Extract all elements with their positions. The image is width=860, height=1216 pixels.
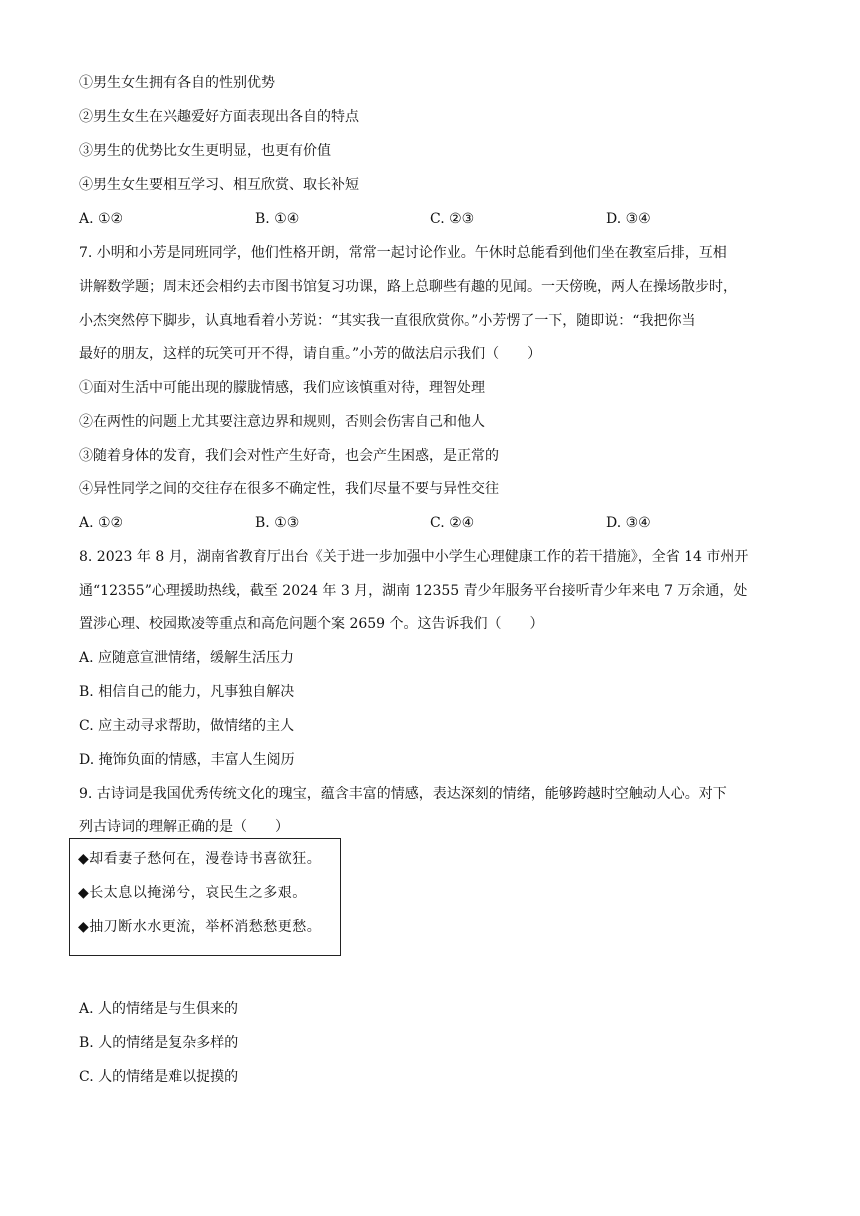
q6-option-a: A. ①② xyxy=(79,211,124,227)
q7-option-b: B. ①③ xyxy=(255,515,300,531)
q7-option-a: A. ①② xyxy=(79,515,124,531)
q7-stem-line-3: 小杰突然停下脚步，认真地看着小芳说：“其实我一直很欣赏你。”小芳愣了一下，随即说：“我把你当 xyxy=(79,313,696,329)
poem-line-1: ◆却看妻子愁何在，漫卷诗书喜欲狂。 xyxy=(78,851,322,867)
q8-stem-line-1: 8. 2023 年 8 月，湖南省教育厅出台《关于进一步加强中小学生心理健康工作的若干措施》，全省 14 市州开 xyxy=(79,549,749,565)
q6-options xyxy=(79,209,789,229)
poem-line-3: ◆抽刀断水水更流，举杯消愁愁更愁。 xyxy=(78,919,322,935)
q8-option-a: A. 应随意宣泄情绪，缓解生活压力 xyxy=(79,650,295,666)
q7-statement-2: ②在两性的问题上尤其要注意边界和规则，否则会伤害自己和他人 xyxy=(79,414,485,430)
q6-option-c: C. ②③ xyxy=(430,211,475,227)
q7-stem-line-4: 最好的朋友，这样的玩笑可开不得，请自重。”小芳的做法启示我们（ ） xyxy=(79,346,542,362)
q8-option-d: D. 掩饰负面的情感，丰富人生阅历 xyxy=(79,752,295,768)
q9-option-b: B. 人的情绪是复杂多样的 xyxy=(79,1035,239,1051)
q9-option-c: C. 人的情绪是难以捉摸的 xyxy=(79,1069,239,1085)
q8-stem-line-3: 置涉心理、校园欺凌等重点和高危问题个案 2659 个。这告诉我们（ ） xyxy=(79,616,544,632)
poem-box xyxy=(69,838,341,956)
q8-option-c: C. 应主动寻求帮助，做情绪的主人 xyxy=(79,718,295,734)
q6-option-d: D. ③④ xyxy=(606,211,651,227)
q7-statement-1: ①面对生活中可能出现的朦胧情感，我们应该慎重对待，理智处理 xyxy=(79,380,485,396)
q8-option-b: B. 相信自己的能力，凡事独自解决 xyxy=(79,684,295,700)
q6-option-b: B. ①④ xyxy=(255,211,300,227)
q7-option-d: D. ③④ xyxy=(606,515,651,531)
q6-statement-4: ④男生女生要相互学习、相互欣赏、取长补短 xyxy=(79,177,359,193)
q7-option-c: C. ②④ xyxy=(430,515,475,531)
q7-statement-3: ③随着身体的发育，我们会对性产生好奇，也会产生困惑，是正常的 xyxy=(79,448,499,464)
q9-stem-line-1: 9. 古诗词是我国优秀传统文化的瑰宝，蕴含丰富的情感，表达深刻的情绪，能够跨越时空触动人心。对下 xyxy=(79,786,727,802)
poem-line-2: ◆长太息以掩涕兮，哀民生之多艰。 xyxy=(78,885,307,901)
q9-stem-line-2: 列古诗词的理解正确的是（ ） xyxy=(79,819,289,835)
q6-statement-3: ③男生的优势比女生更明显，也更有价值 xyxy=(79,143,331,159)
q9-option-a: A. 人的情绪是与生俱来的 xyxy=(79,1001,239,1017)
q7-statement-4: ④异性同学之间的交往存在很多不确定性，我们尽量不要与异性交往 xyxy=(79,481,499,497)
q8-stem-line-2: 通“12355”心理援助热线，截至 2024 年 3 月，湖南 12355 青少年服务平台接听青少年来电 7 万余通，处 xyxy=(79,583,748,599)
q6-statement-2: ②男生女生在兴趣爱好方面表现出各自的特点 xyxy=(79,109,359,125)
q7-stem-line-1: 7. 小明和小芳是同班同学，他们性格开朗，常常一起讨论作业。午休时总能看到他们坐在教室后排，互相 xyxy=(79,245,727,261)
q7-options xyxy=(79,513,789,533)
q6-statement-1: ①男生女生拥有各自的性别优势 xyxy=(79,75,275,91)
q7-stem-line-2: 讲解数学题；周末还会相约去市图书馆复习功课，路上总聊些有趣的见闻。一天傍晚，两人在操场散步时， xyxy=(79,279,737,295)
